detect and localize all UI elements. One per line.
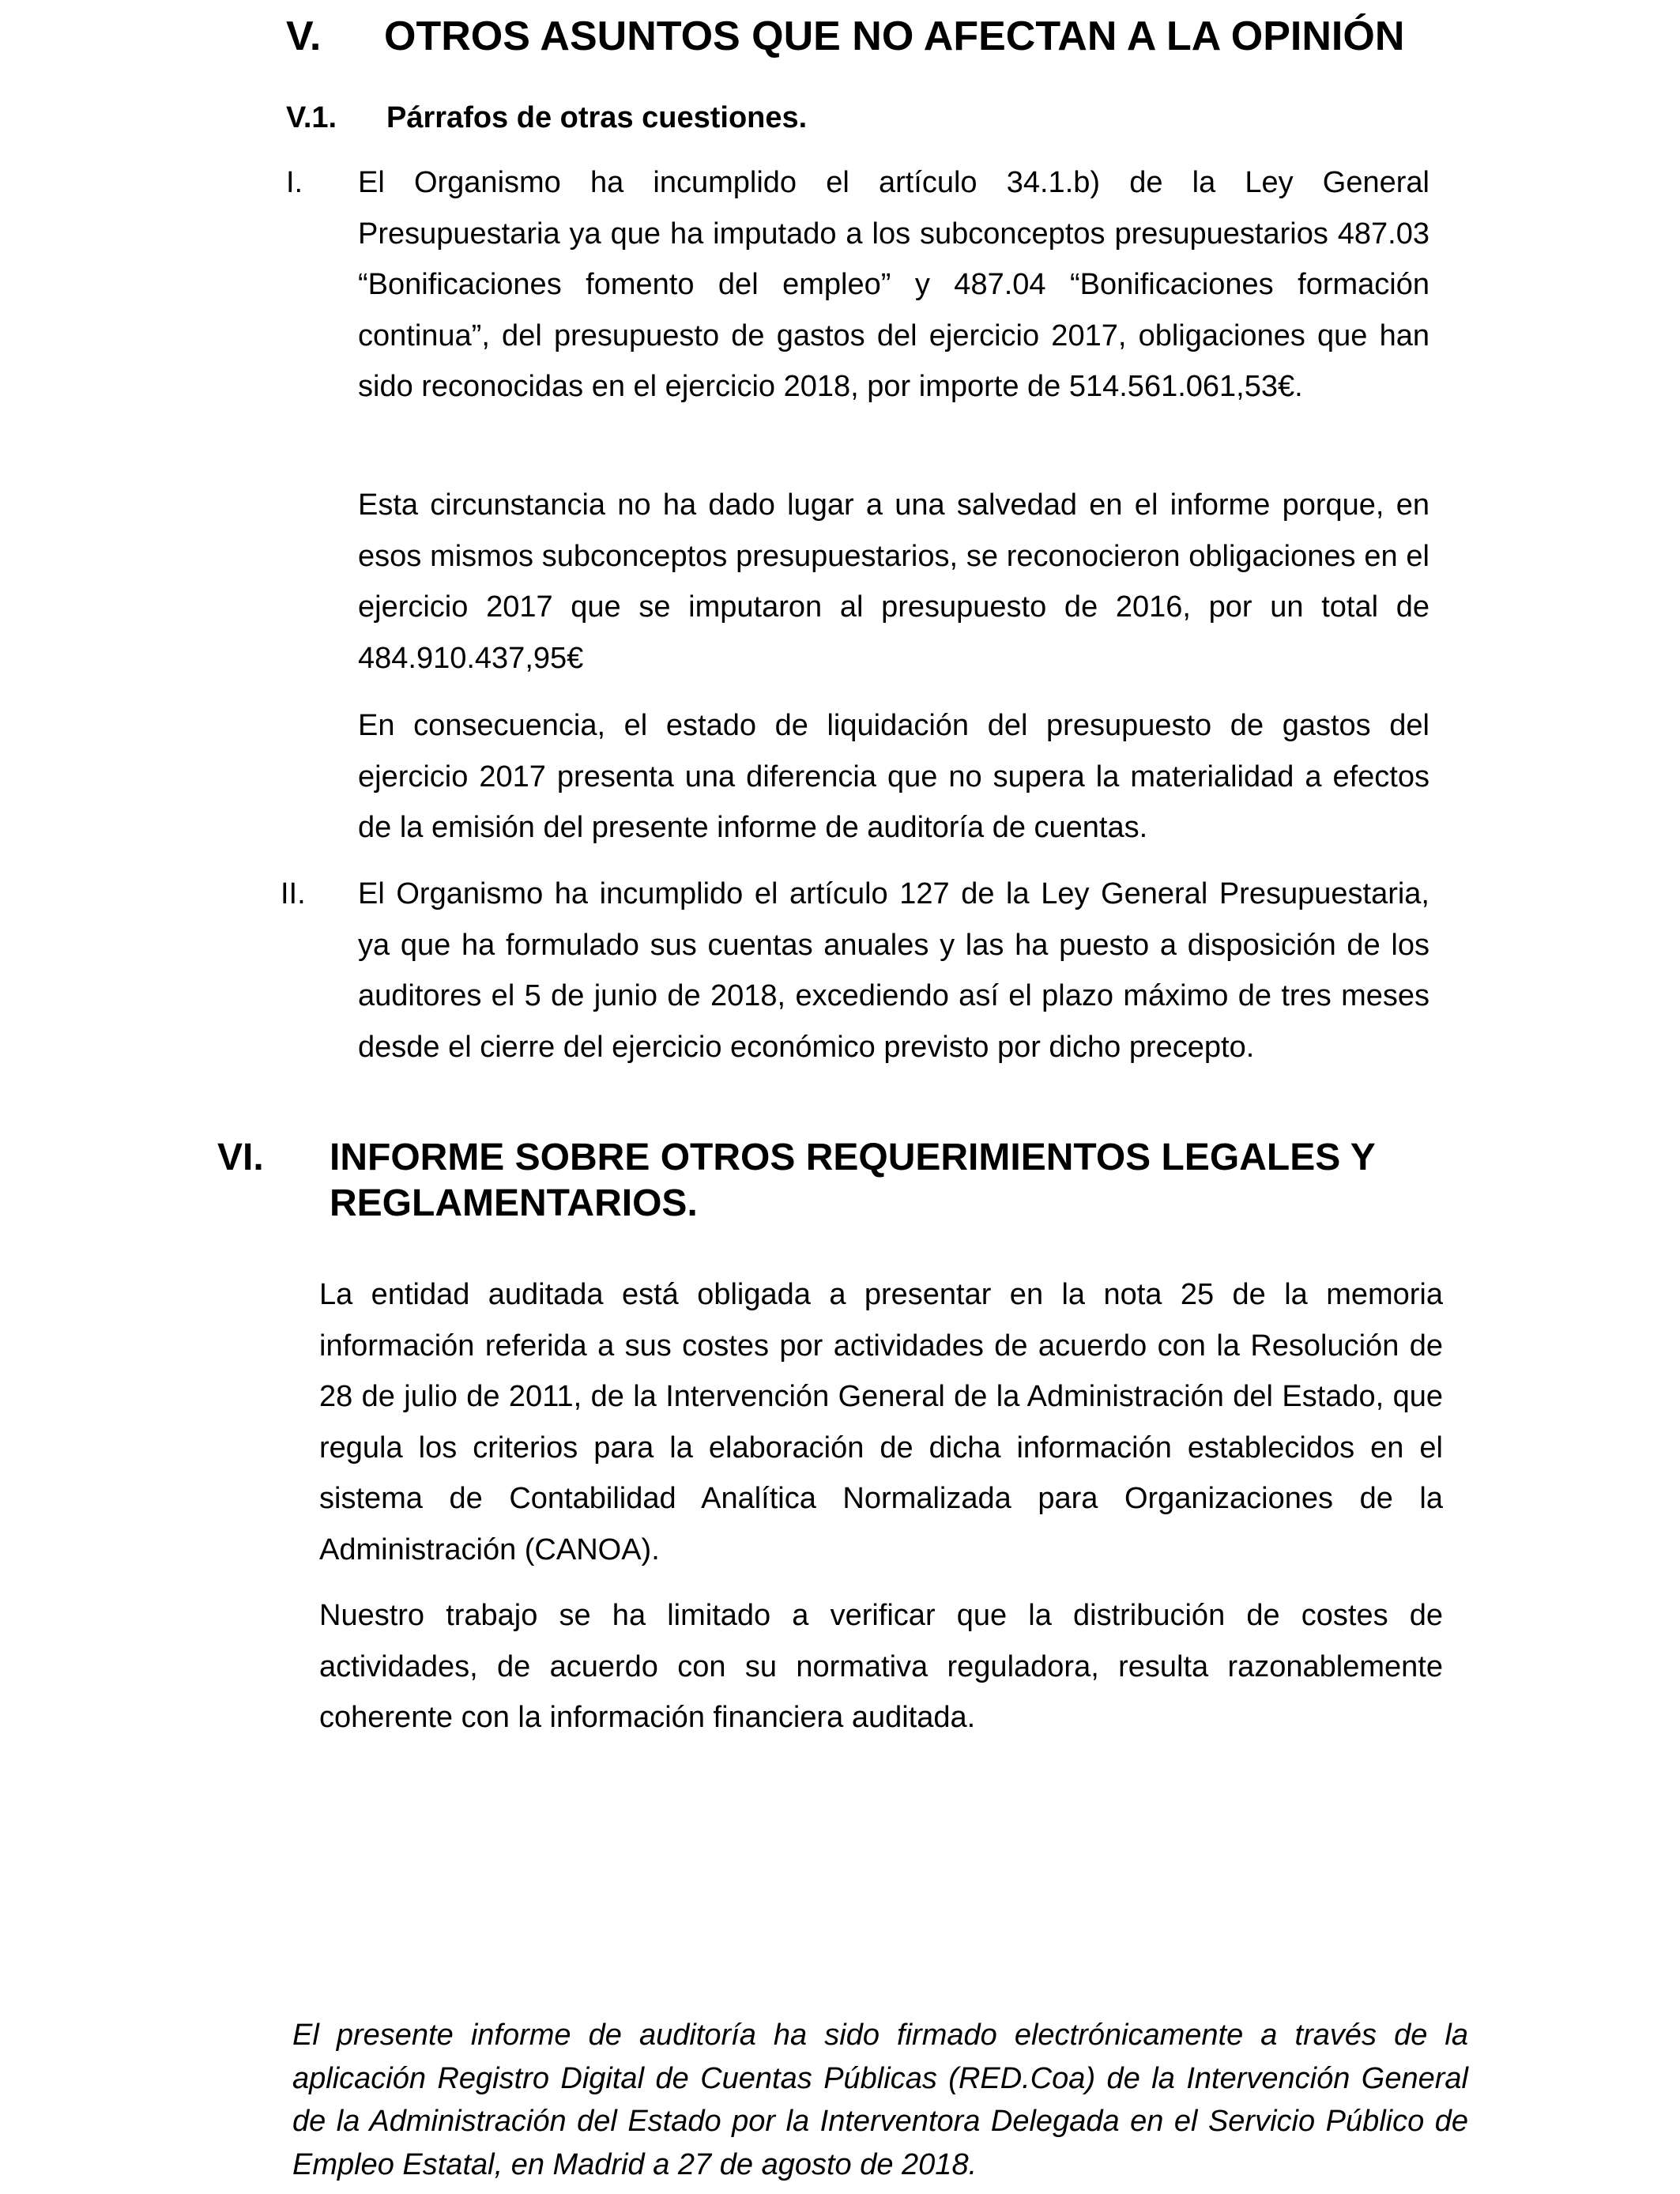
section-vi-number: VI.: [217, 1137, 264, 1178]
subsection-v1-number: V.1.: [286, 101, 337, 134]
item-roman-numeral: I.: [286, 166, 303, 199]
item-i-paragraph-3: En consecuencia, el estado de liquidación del presupuesto de gastos del ejercicio 2017 presenta una diferencia que no supera la materialidad a efectos de la emisión del presente informe de auditoría de cuentas.: [358, 709, 1430, 844]
item-i-paragraph-2: Esta circunstancia no ha dado lugar a una salvedad en el informe porque, en esos mismos subconceptos presupuestarios, se reconocieron obligaciones en el ejercicio 2017 que se imputaron al presupuesto de 2016, por un total de 484.910.437,95€: [358, 488, 1430, 675]
subsection-v1-title: Párrafos de otras cuestiones.: [386, 101, 808, 134]
section-v-title: OTROS ASUNTOS QUE NO AFECTAN A LA OPINIÓN: [384, 13, 1405, 59]
item-ii-paragraph-1: El Organismo ha incumplido el artículo 127 de la Ley General Presupuestaria, ya que ha formulado sus cuentas anuales y las ha puesto a disposición de los auditores el 5 de junio de 2018, excediendo así el plazo máximo de tres meses desde el cierre del ejercicio económico previsto por dicho precepto.: [358, 877, 1430, 1064]
section-vi-paragraph-1: La entidad auditada está obligada a presentar en la nota 25 de la memoria información referida a sus costes por actividades de acuerdo con la Resolución de 28 de julio de 2011, de la Intervención General de la Administración del Estado, que regula los criterios para la elaboración de dicha información establecidos en el sistema de Contabilidad Analítica Normalizada para Organizaciones de la Administración (CANOA).: [319, 1278, 1443, 1566]
item-roman-numeral: II.: [281, 877, 306, 910]
section-vi-title-line-2: REGLAMENTARIOS.: [330, 1182, 698, 1224]
section-vi-paragraph-2: Nuestro trabajo se ha limitado a verificar que la distribución de costes de actividades, de acuerdo con su normativa reguladora, resulta razonablemente coherente con la información financiera auditada.: [319, 1599, 1443, 1734]
item-i-paragraph-1: El Organismo ha incumplido el artículo 34.1.b) de la Ley General Presupuestaria ya que ha imputado a los subconceptos presupuestarios 487.03 “Bonificaciones fomento del empleo” y 487.04 “Bonificaciones formación continua”, del presupuesto de gastos del ejercicio 2017, obligaciones que han sido reconocidas en el ejercicio 2018, por importe de 514.561.061,53€.: [358, 166, 1430, 403]
section-vi-title-line-1: INFORME SOBRE OTROS REQUERIMIENTOS LEGALES Y: [330, 1137, 1376, 1178]
electronic-signature-note: El presente informe de auditoría ha sido firmado electrónicamente a través de la aplicación Registro Digital de Cuentas Públicas (RED.Coa) de la Intervención General de la Administración del Estado por la Interventora Delegada en el Servicio Público de Empleo Estatal, en Madrid a 27 de agosto de 2018.: [292, 2019, 1468, 2181]
section-v-number: V.: [286, 13, 322, 59]
